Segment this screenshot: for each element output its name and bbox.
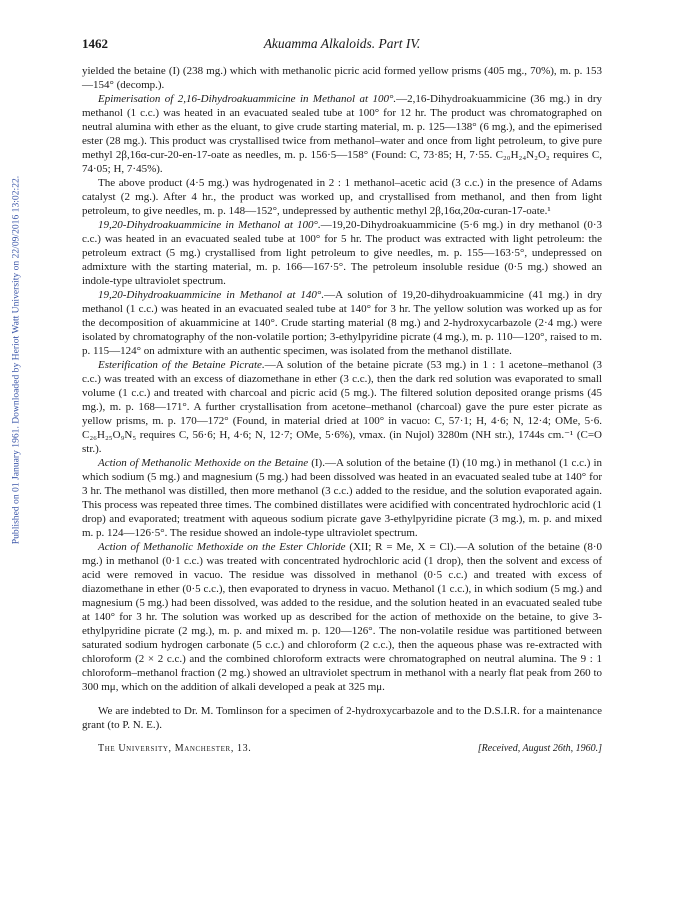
paragraph-dihydro-100-text: —19,20-Dihydroakuammicine (5·6 mg.) in dry methanol (0·3 c.c.) was heated in an evacuated sealed tube at 100° for 5 hr. The product was extracted with light petroleum: the petroleum extract (5 mg.) crystallised from light petroleum to give needles, m. p. 155—163·5°, undepressed on admixture with the starting material, m. p. 166—167·5°. The petroleum insoluble residue (0·5 mg.) showed an indole-type ultraviolet spectrum.	[82, 219, 603, 287]
paragraph-hydrogenation: The above product (4·5 mg.) was hydrogenated in 2 : 1 methanol–acetic acid (3 c.c.) in the presence of Adams catalyst (2 mg.). After 4 hr., the product was worked up, and crystallised from methanol, and then from light petroleum, to give needles, m. p. 148—152°, undepressed by authentic methyl 2β,16α,20α-curan-17-oate.¹	[82, 177, 602, 217]
article-body	[82, 64, 602, 756]
paragraph-methoxide-betaine	[82, 456, 602, 540]
paragraph-methoxide-ester-chloride	[82, 540, 602, 694]
paragraph-dihydro-140	[82, 288, 602, 358]
paragraph-esterification-text: —A solution of the betaine picrate (53 mg.) in 1 : 1 acetone–methanol (3 c.c.) was treated with an excess of diazomethane in ether (3 c.c.), then the dark red solution was evaporated to small volume (1 c.c.) and treated with charcoal and picric acid (5 mg.). The filtered solution deposited orange prisms (45 mg.), m. p. 168—171°. A further crystallisation from acetone–methanol (charcoal) gave the pure ester picrate as yellow prisms, m. p. 170—172° (Found, in material dried at 100° in vacuo: C, 57·1; H, 4·6; N, 12·4; OMe, 5·6. C₂₆H₂₅O₉N₅ requires C, 56·6; H, 4·6; N, 12·7; OMe, 5·6%), νmax. (in Nujol) 3280m (NH str.), 1744s cm.⁻¹ (C=O str.).	[82, 359, 602, 455]
download-notice-sidebar	[8, 140, 24, 580]
running-title: Akuamma Alkaloids. Part IV.	[263, 36, 421, 51]
section-heading-methoxide-ester-chloride: Action of Methanolic Methoxide on the Ester Chloride	[98, 541, 346, 553]
section-heading-dihydro-140: 19,20-Dihydroakuammicine in Methanol at 140°.	[98, 289, 325, 301]
paragraph-dihydro-140-text: —A solution of 19,20-dihydroakuammicine (41 mg.) in dry methanol (1 c.c.) was heated in an evacuated sealed tube at 140° for 3 hr. The yellow solution was worked up as for the decomposition of akuammicine at 140°. Crude starting material (8 mg.) and 2-hydroxycarbazole (2·4 mg.) were isolated by chromatography of the non-volatile portion; 3-ethylpyridine picrate (4 mg.), m. p. 110—120°, raised to m. p. 115—124° on admixture with an authentic specimen, was isolated from the methanol distillate.	[82, 289, 603, 357]
section-heading-methoxide-betaine: Action of Methanolic Methoxide on the Betaine	[98, 457, 309, 469]
page-footer	[82, 742, 602, 756]
paragraph-epimerisation-text: —2,16-Dihydroakuammicine (36 mg.) in dry methanol (1 c.c.) was heated in an evacuated sealed tube at 100° for 12 hr. The product was chromatographed on neutral alumina with ether as the eluant, to give crude starting material, m. p. 125—138° (6 mg.), and the epimerised ester (28 mg.). This product was crystallised twice from methanol–water and once from light petroleum, to give pure methyl 2β,16α-cur-20-en-17-oate as needles, m. p. 156·5—158° (Found: C, 73·85; H, 7·55. C₂₀H₂₄N₂O₂ requires C, 74·05; H, 7·45%).	[82, 93, 602, 175]
paragraph-methoxide-ester-chloride-text: (XII; R = Me, X = Cl).—A solution of the betaine (8·0 mg.) in methanol (0·1 c.c.) was treated with concentrated hydrochloric acid (1 drop), then the solvent and excess of acid were removed in vacuo. The residue was dissolved in methanol (0·5 c.c.) and treated with excess of diazomethane in ether (0·5 c.c.), then evaporated to dryness in vacuo. Methanol (1 c.c.), in which sodium (5 mg.) and magnesium (5 mg.) had been dissolved, was added to the residue, and the solution heated in an evacuated sealed tube at 140° for 3 hr. The solution was worked up as described for the action of methoxide on the betaine, to give 3-ethylpyridine picrate (2 mg.), m. p. and mixed m. p. 120—126°. The non-volatile residue was partitioned between saturated sodium hydrogen carbonate (5 c.c.) and chloroform (2 c.c.), then the aqueous phase was re-extracted with chloroform (2 × 2 c.c.) and the combined chloroform extracts were chromatographed on neutral alumina. The 9 : 1 chloroform–methanol fraction (2 mg.) showed an ultraviolet spectrum in methanol with a nearly flat peak from 260 to 300 mμ, which on the addition of alkali developed a peak at 325 mμ.	[82, 541, 602, 693]
section-heading-dihydro-100: 19,20-Dihydroakuammicine in Methanol at 100°.	[98, 219, 321, 231]
section-heading-esterification: Esterification of the Betaine Picrate.	[98, 359, 265, 371]
download-notice-text: Published on 01 January 1961. Downloaded by Heriot Watt University on 22/09/2016 13:02:22.	[10, 175, 22, 545]
page-number: 1462	[82, 36, 108, 51]
received-date: [Received, August 26th, 1960.]	[477, 743, 602, 754]
page-header	[82, 36, 602, 52]
paragraph-betaine-picrate: yielded the betaine (I) (238 mg.) which with methanolic picric acid formed yellow prisms (405 mg., 70%), m. p. 153—154° (decomp.).	[82, 65, 602, 91]
section-heading-epimerisation: Epimerisation of 2,16-Dihydroakuammicine in Methanol at 100°.	[98, 93, 397, 105]
acknowledgements: We are indebted to Dr. M. Tomlinson for a specimen of 2-hydroxycarbazole and to the D.S.I.R. for a maintenance grant (to P. N. E.).	[82, 705, 602, 731]
paragraph-esterification	[82, 358, 602, 456]
paragraph-methoxide-betaine-text: (I).—A solution of the betaine (I) (10 mg.) in methanol (1 c.c.) in which sodium (5 mg.) and magnesium (5 mg.) had been dissolved was heated in an evacuated sealed tube at 140° for 3 hr. The methanol was distilled, then more methanol (3 c.c.) added to the residue, and the solution evaporated again. This process was repeated three times. The combined distillates were acidified with concentrated hydrochloric acid (1 drop) and evaporated; treatment with aqueous sodium picrate gave 3-ethylpyridine picrate (3 mg.), m. p. and mixed m. p. 124—126·5°. The residue showed an indole-type ultraviolet spectrum.	[82, 457, 602, 539]
paragraph-epimerisation	[82, 92, 602, 176]
paragraph-dihydro-100	[82, 218, 602, 288]
affiliation: The University, Manchester, 13.	[98, 743, 252, 754]
